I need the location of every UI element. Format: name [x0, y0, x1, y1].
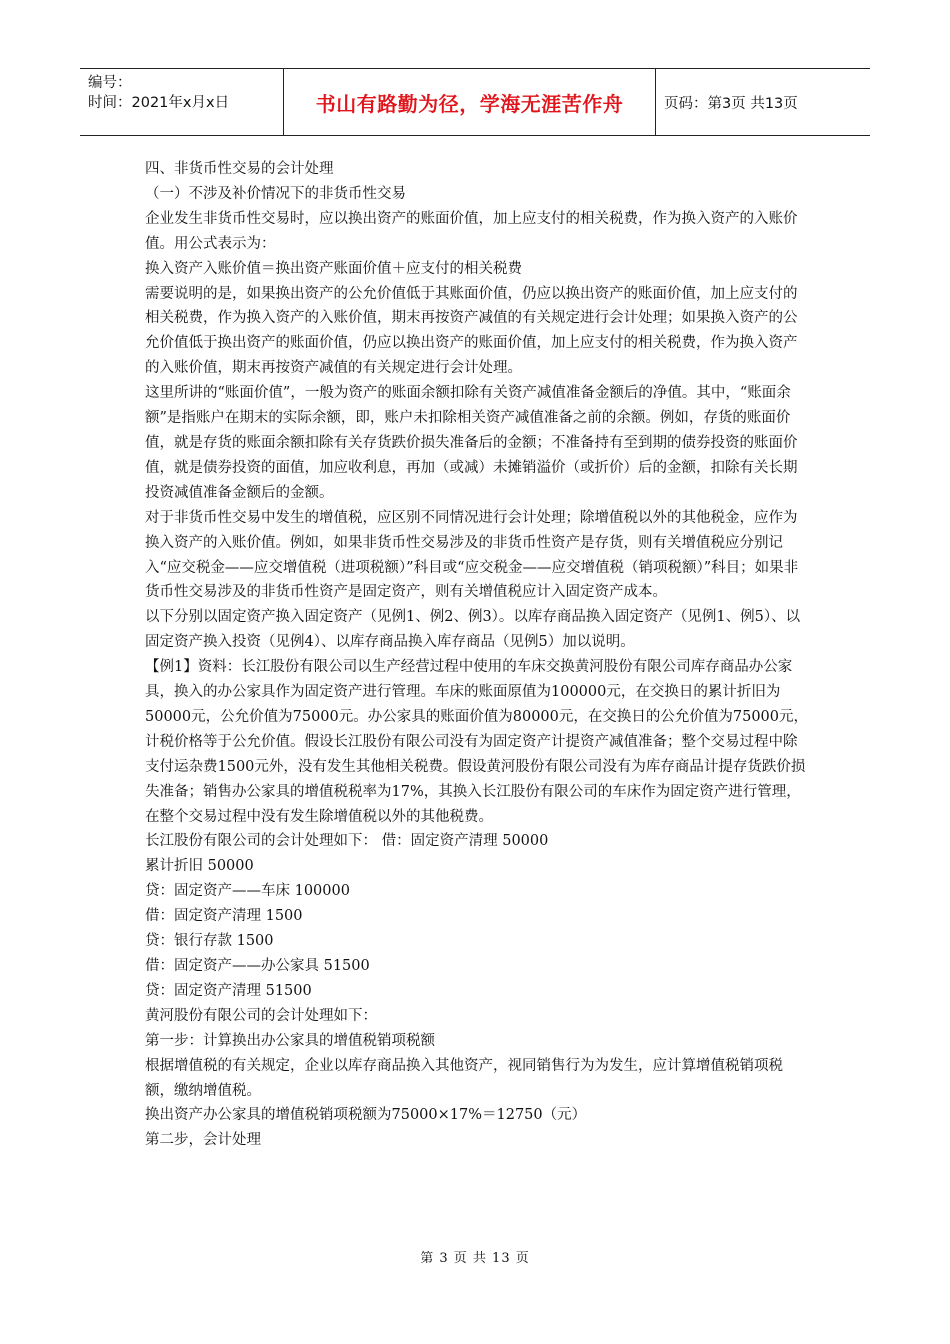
section-heading: 四、非货币性交易的会计处理	[145, 161, 334, 177]
step-heading: 第二步，会计处理	[145, 1132, 261, 1149]
document-body	[145, 157, 810, 1153]
step-heading: 第一步：计算换出办公家具的增值税销项税额	[145, 1032, 435, 1049]
journal-entry-line: 贷：固定资产——车床 100000	[145, 883, 350, 900]
formula-line: 换出资产办公家具的增值税销项税额为75000×17%＝12750（元）	[145, 1107, 587, 1124]
header-page-info: 页码：第3页 共13页	[664, 95, 798, 112]
header-meta	[80, 69, 284, 135]
body-paragraph: 这里所讲的“账面价值”，一般为资产的账面余额扣除有关资产减值准备金额后的净值。其中，“账面余额”是指账户在期末的实际余额，即，账户未扣除相关资产减值准备之前的余额。例如，存货的账面价值，就是存货的账面余额扣除有关存货跌价损失准备后的金额；不准备持有至到期的债券投资的账面价值，就是债券投资的面值，加应收利息，再加（或减）未摊销溢价（或折价）后的金额，扣除有关长期投资减值准备金额后的金额。	[145, 385, 798, 501]
journal-entry-line: 累计折旧 50000	[145, 858, 254, 875]
document-number-label: 编号：	[88, 75, 132, 91]
page-header	[80, 68, 870, 136]
document-time-label: 时间：2021年x月x日	[88, 95, 230, 111]
header-motto: 书山有路勤为径，学海无涯苦作舟	[284, 69, 656, 135]
body-paragraph: 黄河股份有限公司的会计处理如下：	[145, 1007, 377, 1024]
body-paragraph: 对于非货币性交易中发生的增值税，应区别不同情况进行会计处理；除增值税以外的其他税金，应作为换入资产的入账价值。例如，如果非货币性交易涉及的非货币性资产是存货，则有关增值税应分别记入“应交税金——应交增值税（进项税额）”科目或“应交税金——应交增值税（销项税额）”科目；如果非货币性交易涉及的非货币性资产是固定资产，则有关增值税应计入固定资产成本。	[145, 509, 799, 601]
body-paragraph: 需要说明的是，如果换出资产的公允价值低于其账面价值，仍应以换出资产的账面价值，加上应支付的相关税费，作为换入资产的入账价值，期末再按资产减值的有关规定进行会计处理；如果换入资产的公允价值低于换出资产的账面价值，仍应以换出资产的账面价值，加上应支付的相关税费，作为换入资产的入账价值，期末再按资产减值的有关规定进行会计处理。	[145, 285, 798, 377]
journal-entry-line: 借：固定资产——办公家具 51500	[145, 958, 370, 974]
journal-entry-line: 长江股份有限公司的会计处理如下： 借：固定资产清理 50000	[145, 833, 549, 850]
journal-entry-line: 借：固定资产清理 1500	[145, 908, 303, 925]
page-footer: 第 3 页 共 13 页	[420, 1251, 530, 1266]
journal-entry-line: 贷：固定资产清理 51500	[145, 982, 312, 999]
journal-entry-line: 贷：银行存款 1500	[145, 933, 274, 950]
subsection-heading: （一）不涉及补价情况下的非货币性交易	[145, 185, 406, 202]
body-paragraph: 以下分别以固定资产换入固定资产（见例1、例2、例3）。以库存商品换入固定资产（见例1、例5）、以固定资产换入投资（见例4）、以库存商品换入库存商品（见例5）加以说明。	[145, 609, 801, 651]
body-paragraph: 根据增值税的有关规定，企业以库存商品换入其他资产，视同销售行为为发生，应计算增值税销项税额，缴纳增值税。	[145, 1057, 783, 1099]
example-paragraph: 【例1】资料：长江股份有限公司以生产经营过程中使用的车床交换黄河股份有限公司库存商品办公家具，换入的办公家具作为固定资产进行管理。车床的账面原值为100000元，在交换日的累计折旧为50000元，公允价值为75000元。办公家具的账面价值为80000元，在交换日的公允价值为75000元，计税价格等于公允价值。假设长江股份有限公司没有为固定资产计提资产减值准备；整个交易过程中除支付运杂费1500元外，没有发生其他相关税费。假设黄河股份有限公司没有为库存商品计提存货跌价损失准备；销售办公家具的增值税税率为17%，其换入长江股份有限公司的车床作为固定资产进行管理，在整个交易过程中没有发生除增值税以外的其他税费。	[145, 659, 809, 825]
formula-line: 换入资产入账价值＝换出资产账面价值＋应支付的相关税费	[145, 260, 522, 277]
body-paragraph: 企业发生非货币性交易时，应以换出资产的账面价值，加上应支付的相关税费，作为换入资产的入账价值。用公式表示为：	[145, 210, 798, 252]
